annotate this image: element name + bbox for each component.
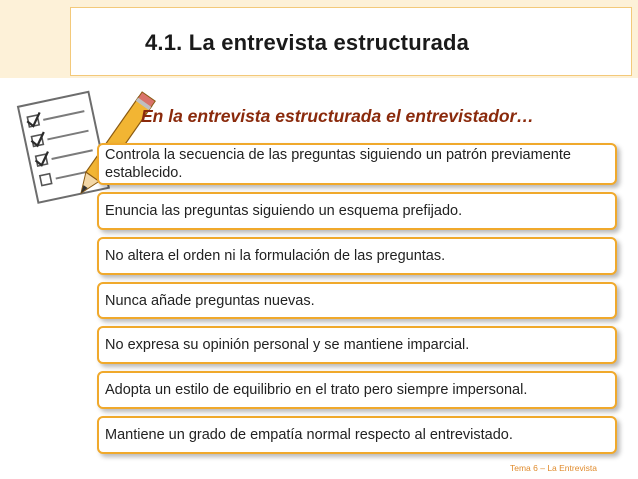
slide-title: 4.1. La entrevista estructurada [145,30,470,55]
list-item: No expresa su opinión personal y se mantiene imparcial. [97,326,617,364]
slide-subtitle: En la entrevista estructurada el entrevistador… [141,106,534,126]
list-item: Controla la secuencia de las preguntas siguiendo un patrón previamente establecido. [97,143,617,185]
list-item: Mantiene un grado de empatía normal respecto al entrevistado. [97,416,617,454]
slide-footer: Tema 6 – La Entrevista [510,463,597,473]
list-item: No altera el orden ni la formulación de las preguntas. [97,237,617,275]
list-item: Nunca añade preguntas nuevas. [97,282,617,319]
list-item: Enuncia las preguntas siguiendo un esquema prefijado. [97,192,617,230]
list-item: Adopta un estilo de equilibrio en el trato pero siempre impersonal. [97,371,617,409]
